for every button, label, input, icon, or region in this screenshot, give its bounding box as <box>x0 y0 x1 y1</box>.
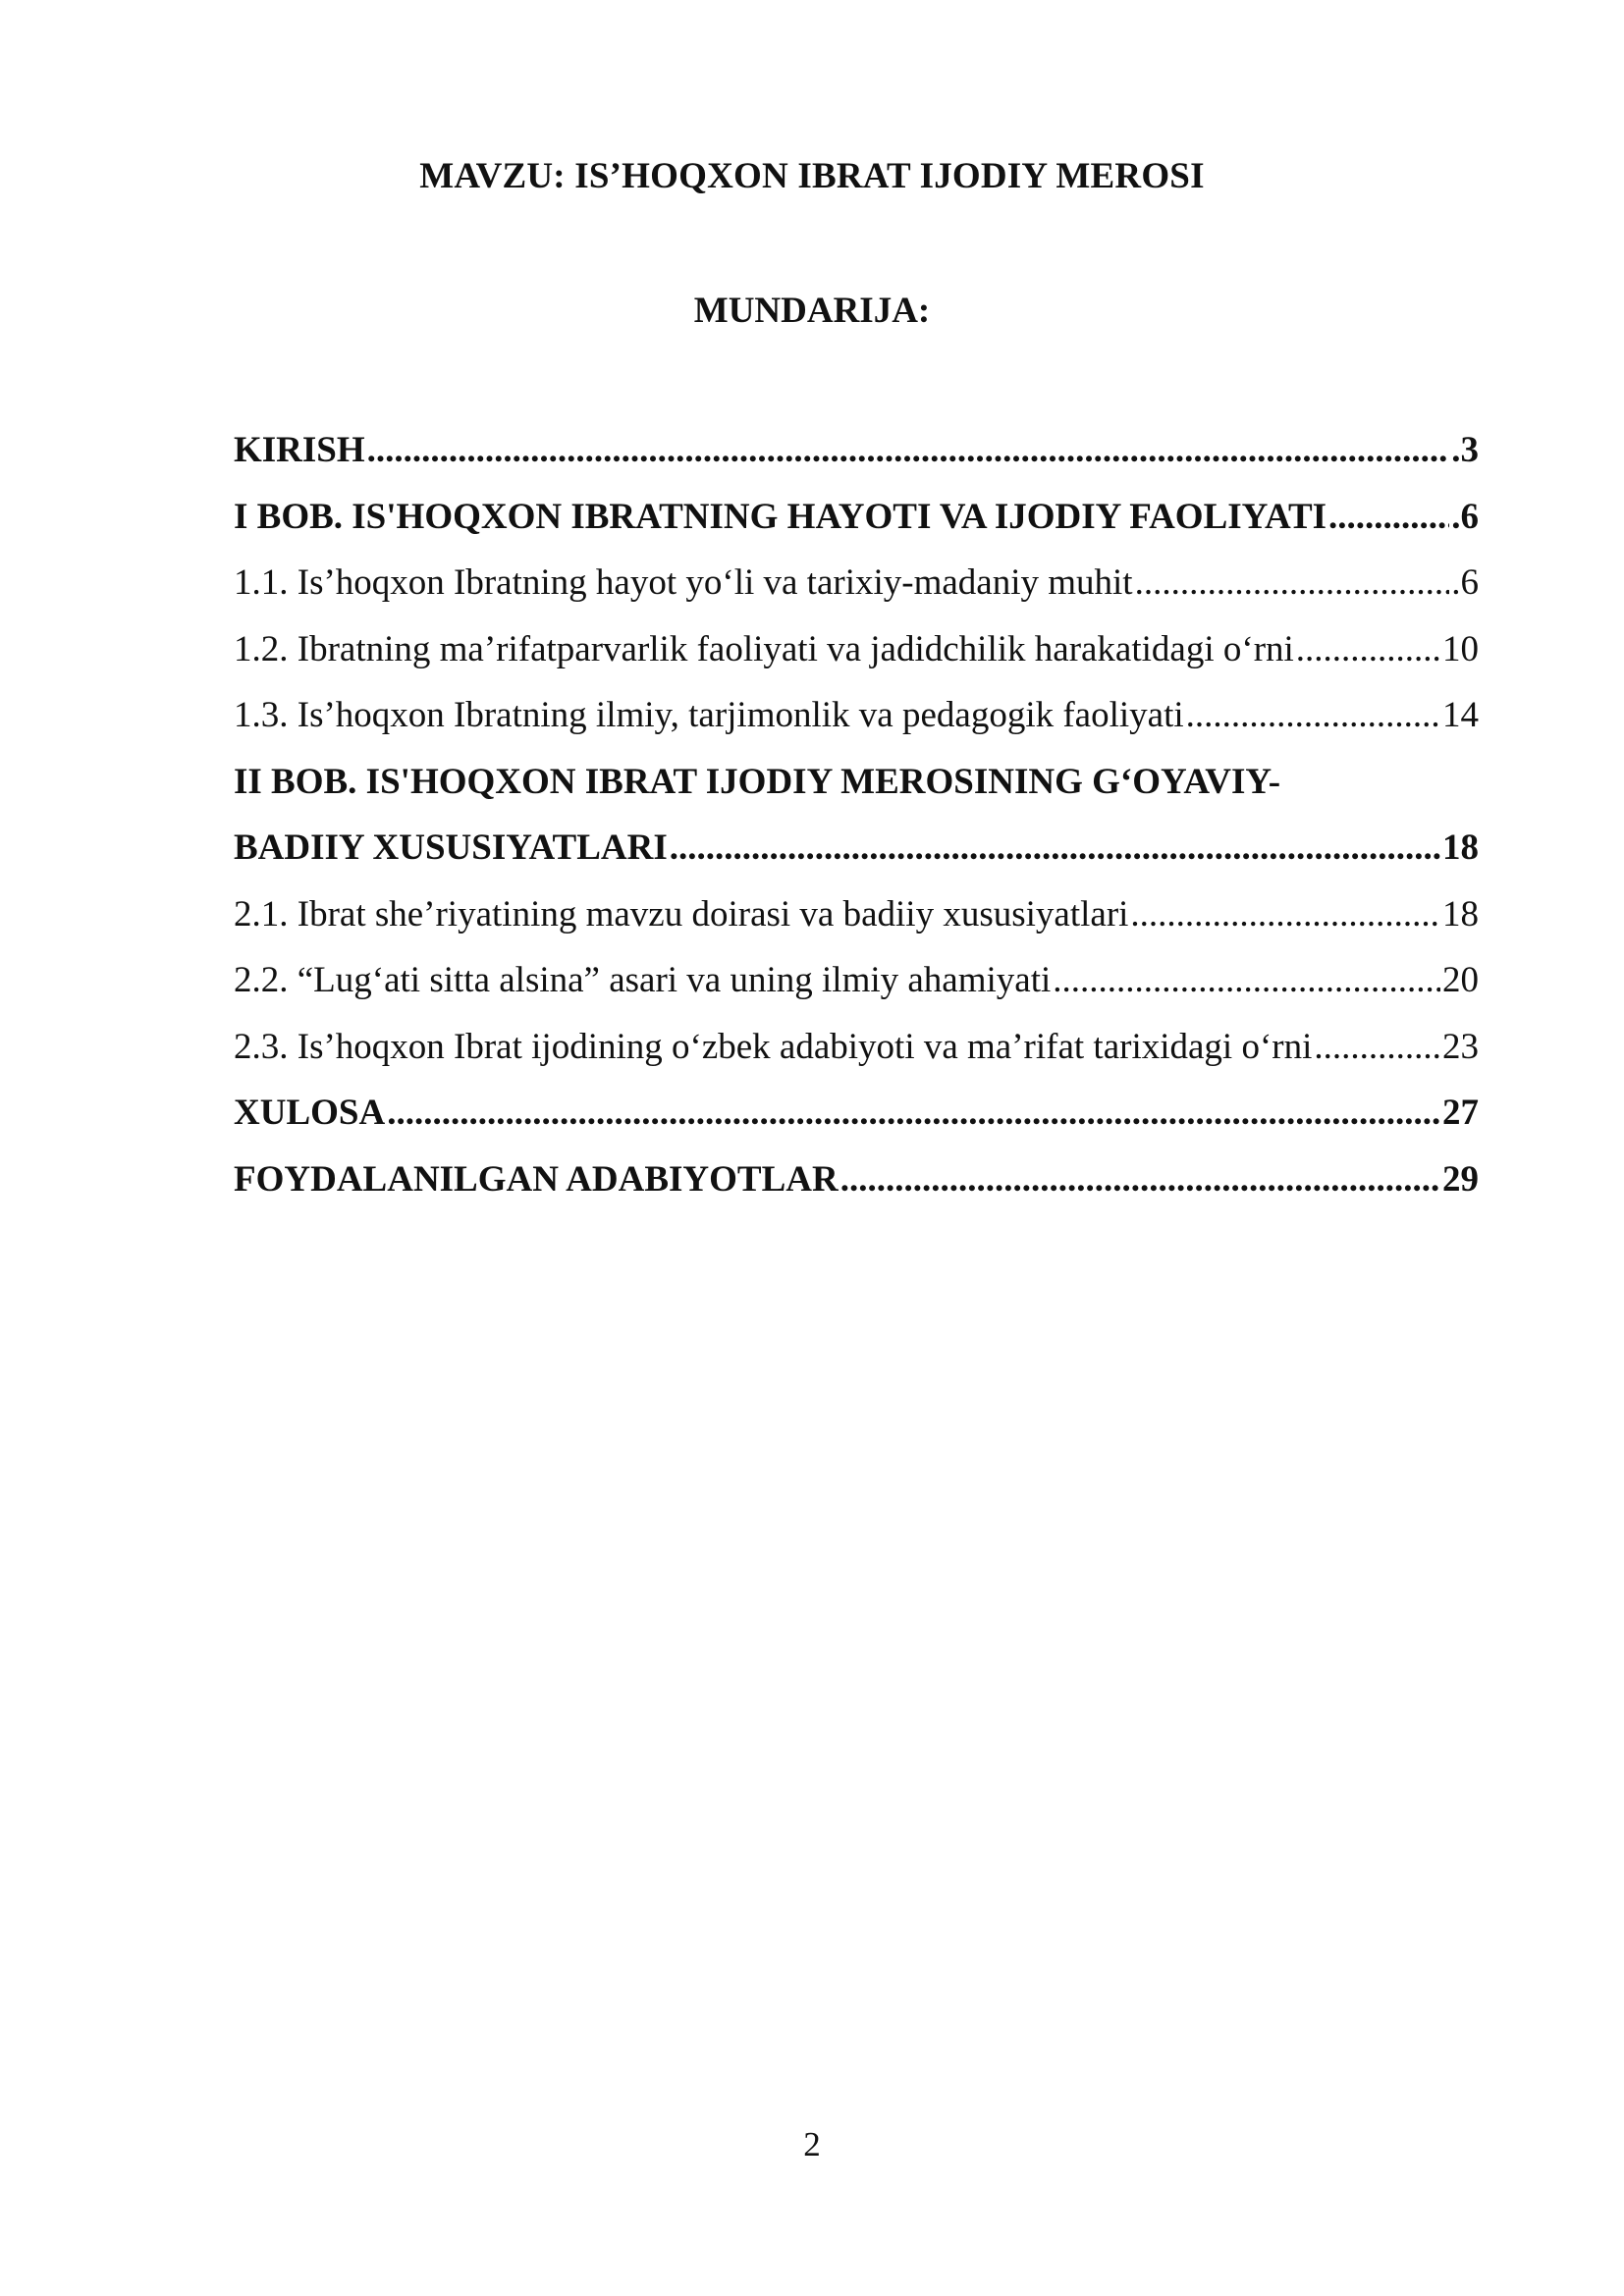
toc-entry-page: 23 <box>1442 1026 1479 1067</box>
toc-entry-chapter-2-line-1[interactable] <box>234 749 1479 816</box>
toc-entry-page: 29 <box>1442 1158 1479 1200</box>
toc-entry-section-2-3[interactable] <box>234 1014 1479 1081</box>
toc-entry-page: 27 <box>1442 1093 1479 1133</box>
toc-entry-title: KIRISH <box>234 430 365 470</box>
toc-entry-chapter-2-line-2[interactable] <box>234 815 1479 881</box>
toc-leader-dots <box>1053 947 1440 1014</box>
page-title: MAVZU: IS’HOQXON IBRAT IJODIY MEROSI <box>419 156 1205 196</box>
toc-entry-page: 10 <box>1442 628 1479 669</box>
toc-entry-page: .6 <box>1451 562 1479 603</box>
toc-leader-dots <box>670 815 1440 881</box>
toc-entry-title: 2.2. “Lug‘ati sitta alsina” asari va uning ilmiy ahamiyati <box>234 960 1052 1000</box>
toc-heading: MUNDARIJA: <box>693 291 931 331</box>
toc-entry-title: BADIIY XUSUSIYATLARI <box>234 828 668 868</box>
toc-entry-section-1-2[interactable] <box>234 616 1479 683</box>
toc-entry-page: 18 <box>1442 893 1479 934</box>
toc-leader-dots <box>387 1080 1440 1147</box>
toc-entry-section-1-3[interactable] <box>234 682 1479 749</box>
toc-entry-page: 18 <box>1442 828 1479 868</box>
toc-entry-section-2-2[interactable] <box>234 947 1479 1014</box>
toc-leader-dots <box>1328 484 1449 551</box>
toc-leader-dots <box>1314 1014 1440 1081</box>
toc-entry-title: XULOSA <box>234 1093 386 1133</box>
toc-entry-title: 1.3. Is’hoqxon Ibratning ilmiy, tarjimonlik va pedagogik faoliyati <box>234 695 1184 735</box>
toc-entry-kirish[interactable] <box>234 417 1479 484</box>
toc-leader-dots <box>1135 550 1450 616</box>
toc-entry-title: 2.3. Is’hoqxon Ibrat ijodining o‘zbek adabiyoti va ma’rifat tarixidagi o‘rni <box>234 1026 1313 1067</box>
toc-entry-title: 1.2. Ibratning ma’rifatparvarlik faoliyati va jadidchilik harakatidagi o‘rni <box>234 628 1294 669</box>
toc-leader-dots <box>840 1147 1440 1213</box>
toc-entry-title: I BOB. IS'HOQXON IBRATNING HAYOTI VA IJODIY FAOLIYATI <box>234 496 1327 537</box>
toc-leader-dots <box>1130 881 1440 948</box>
toc-entry-title: II BOB. IS'HOQXON IBRAT IJODIY MEROSINING G‘OYAVIY- <box>234 761 1281 802</box>
page-number: 2 <box>803 2125 821 2163</box>
toc-entry-section-2-1[interactable] <box>234 881 1479 948</box>
toc-leader-dots <box>1296 616 1440 683</box>
toc-entry-title: 2.1. Ibrat she’riyatining mavzu doirasi va badiiy xususiyatlari <box>234 893 1129 934</box>
toc-leader-dots <box>1186 682 1440 749</box>
table-of-contents <box>234 417 1479 1212</box>
toc-entry-title: FOYDALANILGAN ADABIYOTLAR <box>234 1158 839 1200</box>
toc-entry-page: .6 <box>1451 496 1479 537</box>
toc-entry-page: .3 <box>1451 430 1479 470</box>
toc-entry-page: 14 <box>1442 695 1479 735</box>
toc-entry-page: 20 <box>1442 960 1479 1000</box>
toc-leader-dots <box>367 417 1450 484</box>
toc-entry-chapter-1[interactable] <box>234 484 1479 551</box>
toc-entry-title: 1.1. Is’hoqxon Ibratning hayot yo‘li va tarixiy-madaniy muhit <box>234 562 1133 603</box>
toc-entry-references[interactable] <box>234 1147 1479 1213</box>
toc-entry-section-1-1[interactable] <box>234 550 1479 616</box>
toc-entry-xulosa[interactable] <box>234 1080 1479 1147</box>
